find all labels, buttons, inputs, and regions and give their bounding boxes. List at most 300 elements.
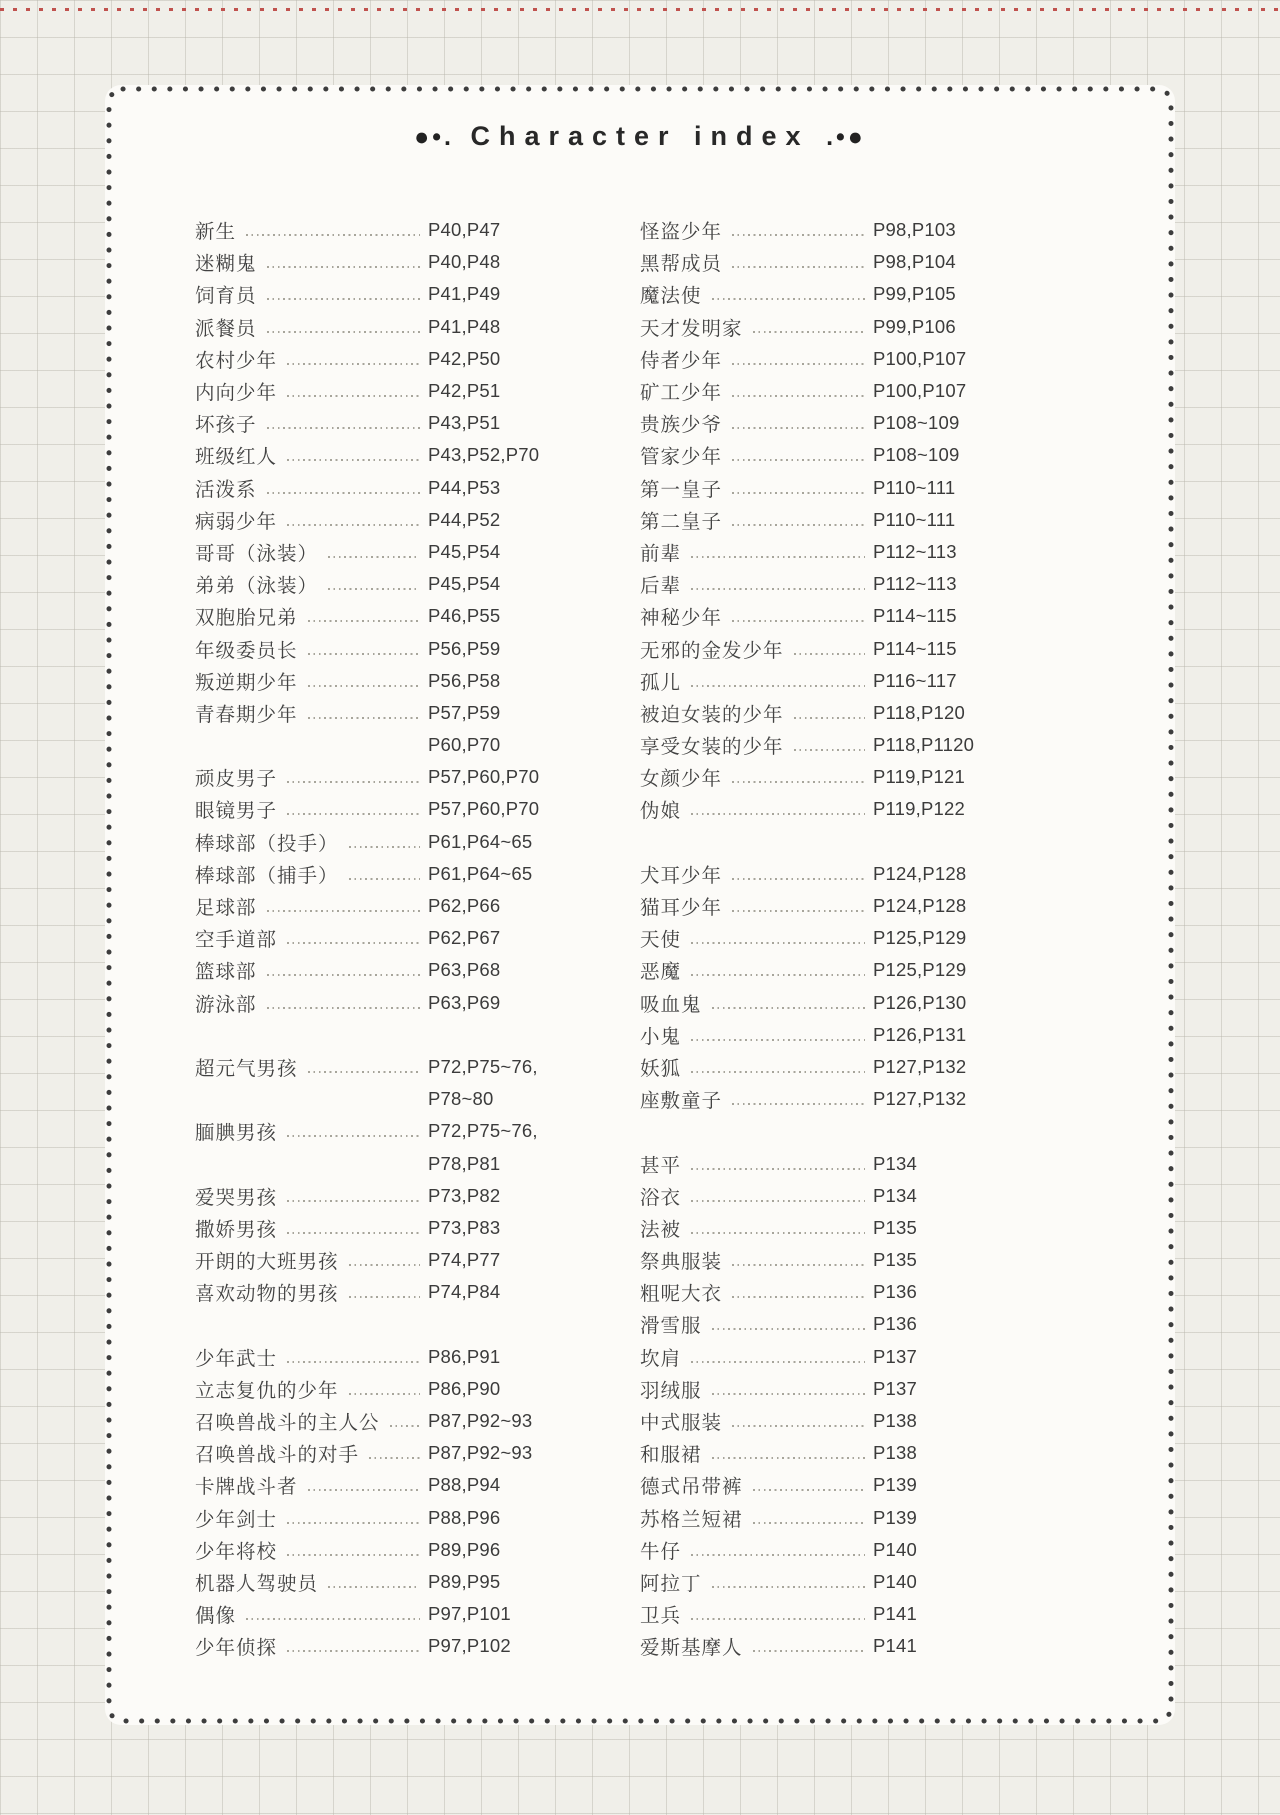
entry-label: 空手道部: [195, 929, 278, 952]
entry-pages: P140: [873, 1570, 918, 1592]
index-row: [195, 439, 540, 471]
index-row: [640, 504, 985, 536]
entry-label: 祭典服装: [640, 1251, 723, 1274]
entry-label: 腼腆男孩: [195, 1122, 278, 1145]
entry-label: 怪盗少年: [640, 221, 723, 244]
entry-pages: P88,P94: [428, 1474, 501, 1496]
index-row: [640, 1373, 985, 1405]
entry-label: 青春期少年: [195, 703, 298, 726]
index-row: [195, 1630, 540, 1662]
entry-label: 孤儿: [640, 671, 682, 694]
entry-pages: P78,P81: [428, 1152, 501, 1174]
index-row: [640, 987, 985, 1019]
entry-pages: P46,P55: [428, 605, 501, 627]
dotted-leader: [712, 1328, 865, 1330]
dotted-leader: [308, 1489, 420, 1491]
entry-label: 女颜少年: [640, 768, 723, 791]
index-row: [195, 1276, 540, 1308]
index-row: [640, 858, 985, 890]
index-row: [640, 439, 985, 471]
entry-pages: P97,P101: [428, 1603, 511, 1625]
entry-label: 顽皮男子: [195, 768, 278, 791]
dotted-leader: [691, 1361, 865, 1363]
index-row-blank: [640, 826, 985, 858]
index-row: [195, 858, 540, 890]
dotted-leader: [246, 1618, 420, 1620]
entry-pages: P139: [873, 1474, 918, 1496]
index-row: [195, 1502, 540, 1534]
index-row: [640, 1630, 985, 1662]
dotted-leader: [287, 942, 420, 944]
page-title: [105, 121, 1175, 152]
index-row: [640, 922, 985, 954]
index-row: [195, 472, 540, 504]
dotted-leader: [732, 459, 865, 461]
index-row: [195, 407, 540, 439]
entry-pages: P127,P132: [873, 1055, 967, 1077]
entry-pages: P110~111: [873, 508, 956, 530]
entry-pages: P97,P102: [428, 1635, 511, 1657]
entry-pages: P125,P129: [873, 927, 967, 949]
dotted-leader: [349, 1393, 420, 1395]
entry-label: 天才发明家: [640, 317, 743, 340]
dotted-leader: [732, 781, 865, 783]
entry-pages: P100,P107: [873, 380, 967, 402]
entry-pages: P119,P121: [873, 766, 965, 788]
dotted-leader: [287, 524, 420, 526]
entry-pages: P141: [873, 1603, 918, 1625]
entry-pages: P61,P64~65: [428, 862, 533, 884]
entry-label: 棒球部（投手）: [195, 832, 339, 855]
dotted-leader: [349, 1264, 420, 1266]
dotted-leader: [287, 1135, 420, 1137]
index-row: [195, 278, 540, 310]
entry-pages: P57,P59: [428, 701, 501, 723]
dotted-leader: [732, 492, 865, 494]
entry-label: 前辈: [640, 542, 682, 565]
entry-pages: P56,P58: [428, 669, 501, 691]
entry-pages: P112~113: [873, 573, 957, 595]
index-row-blank: [195, 1019, 540, 1051]
entry-label: 活泼系: [195, 478, 257, 501]
entry-label: 卫兵: [640, 1605, 682, 1628]
index-row: [640, 1180, 985, 1212]
dotted-leader: [691, 588, 865, 590]
dotted-leader: [390, 1425, 420, 1427]
dotted-leader: [732, 878, 865, 880]
index-row: [195, 1437, 540, 1469]
entry-pages: P108~109: [873, 412, 960, 434]
index-row: [195, 987, 540, 1019]
entry-pages: P99,P105: [873, 283, 956, 305]
index-row: [195, 1469, 540, 1501]
entry-label: 派餐员: [195, 317, 257, 340]
index-row: [640, 632, 985, 664]
dotted-leader: [328, 1586, 420, 1588]
entry-label: 第二皇子: [640, 510, 723, 533]
entry-label: 棒球部（捕手）: [195, 864, 339, 887]
dotted-leader: [308, 620, 420, 622]
entry-pages: P110~111: [873, 476, 956, 498]
dotted-leader: [328, 588, 420, 590]
entry-label: 少年剑士: [195, 1508, 278, 1531]
index-row: [640, 761, 985, 793]
dotted-leader: [712, 298, 865, 300]
entry-pages: P118,P1120: [873, 734, 975, 756]
entry-pages: P124,P128: [873, 862, 967, 884]
dotted-leader: [691, 1071, 865, 1073]
dotted-leader: [287, 395, 420, 397]
dotted-leader: [267, 266, 420, 268]
index-row: [195, 826, 540, 858]
index-row: [640, 1598, 985, 1630]
entry-pages: P114~115: [873, 637, 957, 659]
index-row: [640, 1051, 985, 1083]
entry-pages: P126,P131: [873, 1023, 967, 1045]
entry-label: 猫耳少年: [640, 897, 723, 920]
entry-label: 双胞胎兄弟: [195, 607, 298, 630]
entry-label: 矿工少年: [640, 382, 723, 405]
entry-pages: P40,P48: [428, 251, 501, 273]
entry-label: 撒娇男孩: [195, 1218, 278, 1241]
dotted-leader: [308, 1071, 420, 1073]
entry-label: 伪娘: [640, 800, 682, 823]
index-row: [640, 407, 985, 439]
entry-label: 阿拉丁: [640, 1572, 702, 1595]
dotted-leader: [287, 1232, 420, 1234]
index-row: [640, 214, 985, 246]
index-row: [640, 278, 985, 310]
dotted-leader: [732, 363, 865, 365]
dotted-leader: [691, 813, 865, 815]
dotted-leader: [267, 974, 420, 976]
title-right-dots-icon: .•●: [826, 123, 866, 151]
entry-pages: P99,P106: [873, 315, 956, 337]
dotted-leader: [712, 1393, 865, 1395]
dotted-leader: [732, 1296, 865, 1298]
entry-label: 无邪的金发少年: [640, 639, 784, 662]
entry-label: 立志复仇的少年: [195, 1379, 339, 1402]
entry-pages: P127,P132: [873, 1088, 967, 1110]
index-row: [195, 568, 540, 600]
entry-label: 病弱少年: [195, 510, 278, 533]
entry-pages: P60,P70: [428, 734, 501, 756]
entry-pages: P73,P82: [428, 1184, 501, 1206]
index-row: [640, 890, 985, 922]
entry-pages: P45,P54: [428, 573, 501, 595]
dotted-leader: [267, 298, 420, 300]
entry-label: 黑帮成员: [640, 253, 723, 276]
entry-label: 爱哭男孩: [195, 1186, 278, 1209]
index-row: [195, 311, 540, 343]
entry-label: 第一皇子: [640, 478, 723, 501]
entry-pages: P44,P52: [428, 508, 501, 530]
entry-pages: P138: [873, 1442, 918, 1464]
entry-pages: P88,P96: [428, 1506, 501, 1528]
dotted-leader: [691, 685, 865, 687]
index-column-left: [195, 214, 540, 1662]
entry-pages: P62,P66: [428, 895, 501, 917]
entry-label: 粗呢大衣: [640, 1283, 723, 1306]
entry-pages: P63,P69: [428, 991, 501, 1013]
entry-label: 天使: [640, 929, 682, 952]
entry-pages: P137: [873, 1345, 918, 1367]
index-row: [640, 375, 985, 407]
index-row: [640, 343, 985, 375]
dotted-leader: [691, 556, 865, 558]
entry-pages: P136: [873, 1281, 918, 1303]
index-row: [640, 536, 985, 568]
entry-pages: P98,P103: [873, 219, 956, 241]
entry-label: 爱斯基摩人: [640, 1637, 743, 1660]
entry-label: 游泳部: [195, 993, 257, 1016]
index-row: [195, 1212, 540, 1244]
entry-pages: P89,P96: [428, 1538, 501, 1560]
entry-pages: P72,P75~76,: [428, 1120, 538, 1142]
entry-label: 迷糊鬼: [195, 253, 257, 276]
entry-pages: P42,P50: [428, 347, 501, 369]
entry-label: 篮球部: [195, 961, 257, 984]
entry-label: 德式吊带裤: [640, 1476, 743, 1499]
dotted-leader: [691, 1618, 865, 1620]
index-row: [640, 1147, 985, 1179]
dotted-leader: [732, 1425, 865, 1427]
index-row: [195, 1534, 540, 1566]
entry-label: 少年将校: [195, 1540, 278, 1563]
index-row: [640, 1437, 985, 1469]
entry-pages: P134: [873, 1184, 918, 1206]
index-row: [195, 922, 540, 954]
dotted-leader: [732, 266, 865, 268]
dotted-leader: [732, 620, 865, 622]
index-row: [640, 568, 985, 600]
index-row: [640, 311, 985, 343]
dotted-leader: [308, 717, 420, 719]
dotted-leader: [732, 395, 865, 397]
index-row: [195, 1566, 540, 1598]
dotted-leader: [691, 1232, 865, 1234]
index-row: [640, 1566, 985, 1598]
entry-pages: P86,P91: [428, 1345, 501, 1367]
entry-label: 吸血鬼: [640, 993, 702, 1016]
index-row: [640, 1212, 985, 1244]
entry-label: 足球部: [195, 897, 257, 920]
entry-pages: P57,P60,P70: [428, 766, 540, 788]
entry-label: 侍者少年: [640, 349, 723, 372]
dotted-leader: [691, 1554, 865, 1556]
entry-pages: P40,P47: [428, 219, 501, 241]
entry-pages: P44,P53: [428, 476, 501, 498]
dotted-leader: [712, 1007, 865, 1009]
index-row: [195, 632, 540, 664]
entry-pages: P45,P54: [428, 540, 501, 562]
entry-pages: P141: [873, 1635, 918, 1657]
index-row: [195, 1244, 540, 1276]
entry-pages: P118,P120: [873, 701, 965, 723]
dotted-leader: [287, 1522, 420, 1524]
dotted-leader: [267, 492, 420, 494]
title-left-dots-icon: ●•.: [414, 123, 454, 151]
entry-label: 中式服装: [640, 1412, 723, 1435]
dotted-leader: [732, 1103, 865, 1105]
index-row: [195, 890, 540, 922]
entry-pages: P125,P129: [873, 959, 967, 981]
entry-pages: P114~115: [873, 605, 957, 627]
entry-pages: P78~80: [428, 1088, 494, 1110]
entry-label: 座敷童子: [640, 1090, 723, 1113]
index-row-continuation: [195, 1083, 540, 1115]
index-row-blank: [195, 1308, 540, 1340]
dotted-leader: [267, 1007, 420, 1009]
dotted-leader: [369, 1457, 420, 1459]
index-row: [195, 954, 540, 986]
entry-pages: P138: [873, 1410, 918, 1432]
entry-label: 班级红人: [195, 446, 278, 469]
index-row: [195, 214, 540, 246]
entry-label: 眼镜男子: [195, 800, 278, 823]
entry-pages: P87,P92~93: [428, 1442, 533, 1464]
entry-pages: P57,P60,P70: [428, 798, 540, 820]
entry-label: 超元气男孩: [195, 1057, 298, 1080]
index-row: [640, 954, 985, 986]
index-row: [640, 1244, 985, 1276]
index-row: [195, 761, 540, 793]
index-row: [195, 246, 540, 278]
entry-label: 和服裙: [640, 1444, 702, 1467]
entry-label: 卡牌战斗者: [195, 1476, 298, 1499]
entry-label: 管家少年: [640, 446, 723, 469]
entry-label: 甚平: [640, 1154, 682, 1177]
entry-label: 召唤兽战斗的对手: [195, 1444, 360, 1467]
entry-label: 羽绒服: [640, 1379, 702, 1402]
index-column-right: [640, 214, 985, 1662]
index-row: [640, 246, 985, 278]
entry-pages: P61,P64~65: [428, 830, 533, 852]
entry-label: 神秘少年: [640, 607, 723, 630]
entry-label: 牛仔: [640, 1540, 682, 1563]
entry-pages: P116~117: [873, 669, 957, 691]
entry-pages: P41,P48: [428, 315, 501, 337]
index-panel: [105, 85, 1175, 1725]
dotted-leader: [753, 1489, 865, 1491]
entry-pages: P63,P68: [428, 959, 501, 981]
entry-label: 机器人驾驶员: [195, 1572, 319, 1595]
index-row-blank: [640, 1115, 985, 1147]
entry-label: 新生: [195, 221, 237, 244]
dotted-leader: [794, 717, 865, 719]
entry-pages: P140: [873, 1538, 918, 1560]
index-row: [640, 793, 985, 825]
entry-pages: P100,P107: [873, 347, 967, 369]
index-row: [195, 600, 540, 632]
entry-pages: P98,P104: [873, 251, 956, 273]
entry-pages: P43,P52,P70: [428, 444, 540, 466]
index-row-continuation: [195, 729, 540, 761]
dotted-leader: [287, 1650, 420, 1652]
dotted-leader: [691, 1168, 865, 1170]
entry-label: 苏格兰短裙: [640, 1508, 743, 1531]
index-row: [640, 1405, 985, 1437]
dotted-leader: [732, 524, 865, 526]
entry-label: 浴衣: [640, 1186, 682, 1209]
entry-pages: P87,P92~93: [428, 1410, 533, 1432]
entry-pages: P73,P83: [428, 1216, 501, 1238]
dotted-leader: [287, 813, 420, 815]
index-row-continuation: [195, 1147, 540, 1179]
index-row: [195, 1051, 540, 1083]
dotted-leader: [691, 1200, 865, 1202]
dotted-leader: [732, 427, 865, 429]
dotted-leader: [691, 974, 865, 976]
dotted-leader: [287, 459, 420, 461]
entry-pages: P74,P84: [428, 1281, 501, 1303]
index-row: [640, 1502, 985, 1534]
dotted-leader: [732, 234, 865, 236]
title-text: Character index: [470, 121, 810, 151]
entry-label: 内向少年: [195, 382, 278, 405]
entry-label: 饲育员: [195, 285, 257, 308]
dotted-leader: [349, 878, 420, 880]
index-columns: [195, 214, 985, 1662]
entry-pages: P137: [873, 1377, 918, 1399]
entry-label: 年级委员长: [195, 639, 298, 662]
index-row: [640, 697, 985, 729]
dotted-leader: [267, 427, 420, 429]
entry-pages: P89,P95: [428, 1570, 501, 1592]
dotted-leader: [267, 910, 420, 912]
dotted-leader: [794, 653, 865, 655]
index-row: [640, 1341, 985, 1373]
index-row: [640, 1083, 985, 1115]
index-row: [640, 472, 985, 504]
index-row: [195, 665, 540, 697]
dotted-leader: [328, 556, 420, 558]
entry-pages: P139: [873, 1506, 918, 1528]
entry-pages: P126,P130: [873, 991, 967, 1013]
entry-label: 犬耳少年: [640, 864, 723, 887]
entry-label: 哥哥（泳装）: [195, 542, 319, 565]
index-row: [195, 1373, 540, 1405]
index-row: [640, 1019, 985, 1051]
index-row: [640, 1534, 985, 1566]
dotted-leader: [794, 749, 865, 751]
entry-pages: P124,P128: [873, 895, 967, 917]
entry-label: 召唤兽战斗的主人公: [195, 1412, 380, 1435]
entry-label: 开朗的大班男孩: [195, 1251, 339, 1274]
dotted-leader: [349, 1296, 420, 1298]
entry-pages: P62,P67: [428, 927, 501, 949]
index-row: [195, 1341, 540, 1373]
entry-pages: P136: [873, 1313, 918, 1335]
index-row: [195, 1115, 540, 1147]
index-row: [195, 343, 540, 375]
entry-pages: P56,P59: [428, 637, 501, 659]
entry-pages: P43,P51: [428, 412, 501, 434]
entry-pages: P108~109: [873, 444, 960, 466]
entry-pages: P135: [873, 1216, 918, 1238]
dotted-leader: [287, 363, 420, 365]
dotted-leader: [308, 685, 420, 687]
entry-label: 偶像: [195, 1605, 237, 1628]
dotted-leader: [246, 234, 420, 236]
entry-pages: P134: [873, 1152, 918, 1174]
entry-label: 妖狐: [640, 1057, 682, 1080]
index-row: [640, 1469, 985, 1501]
entry-label: 弟弟（泳装）: [195, 575, 319, 598]
entry-label: 法被: [640, 1218, 682, 1241]
index-row: [195, 1405, 540, 1437]
red-dotted-topline: [0, 8, 1280, 11]
